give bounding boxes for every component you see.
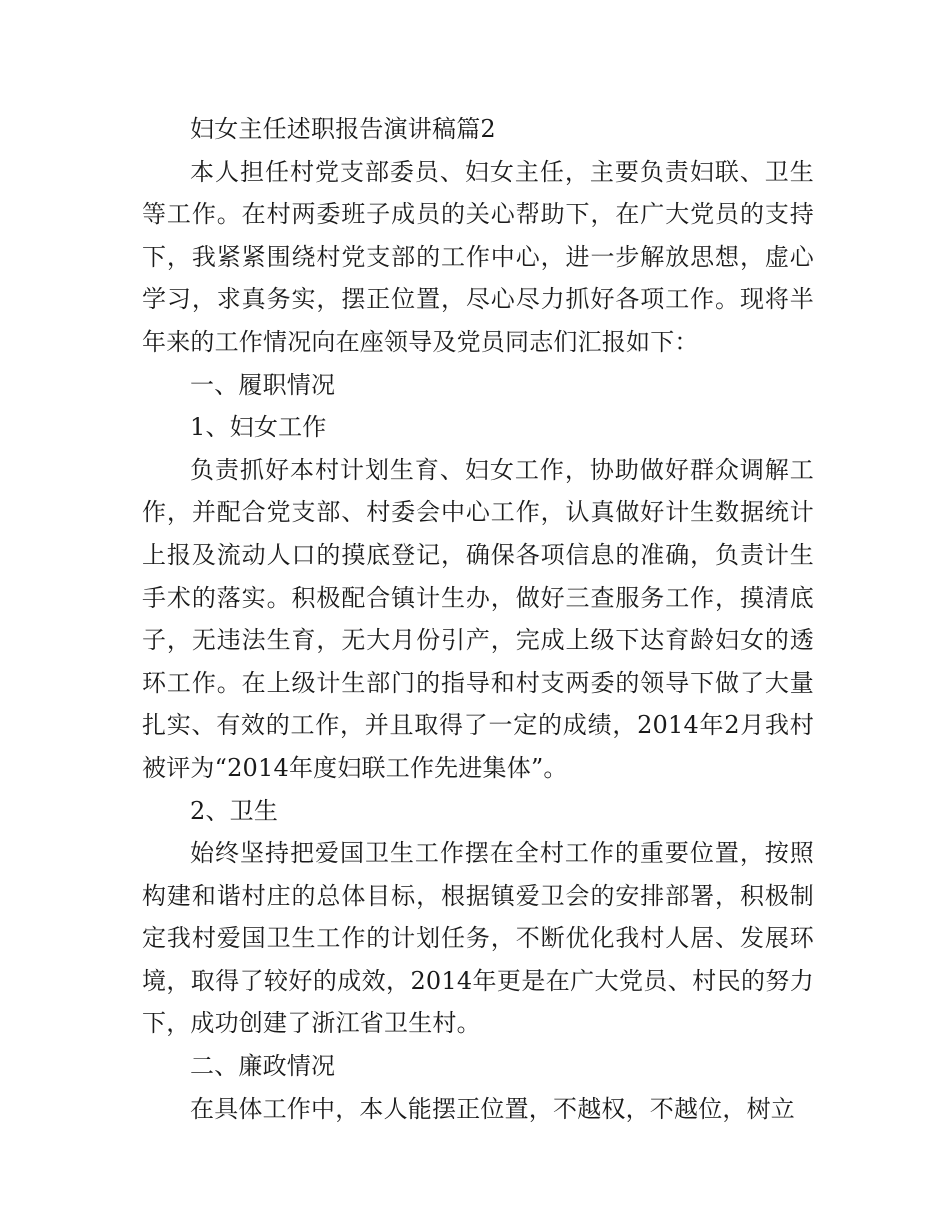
document-body [142, 108, 814, 1130]
paragraph-hygiene: 始终坚持把爱国卫生工作摆在全村工作的重要位置，按照构建和谐村庄的总体目标，根据镇爱卫会的安排部署，积极制定我村爱国卫生工作的计划任务，不断优化我村人居、发展环境，取得了较好的成效，2014年更是在广大党员、村民的努力下，成功创建了浙江省卫生村。 [142, 839, 814, 1038]
document-title: 妇女主任述职报告演讲稿篇2 [190, 115, 496, 143]
subheading-hygiene: 2、卫生 [190, 796, 279, 825]
paragraph-integrity: 在具体工作中，本人能摆正位置，不越权，不越位，树立 [190, 1094, 795, 1123]
paragraph-womens-work: 负责抓好本村计划生育、妇女工作，协助做好群众调解工作，并配合党支部、村委会中心工作，认真做好计生数据统计上报及流动人口的摸底登记，确保各项信息的准确，负责计生手术的落实。积极配合镇计生办，做好三查服务工作，摸清底子，无违法生育，无大月份引产，完成上级下达育龄妇女的透环工作。在上级计生部门的指导和村支两委的领导下做了大量扎实、有效的工作，并且取得了一定的成绩，2014年2月我村被评为“2014年度妇联工作先进集体”。 [142, 455, 814, 782]
subheading-womens-work: 1、妇女工作 [190, 413, 327, 442]
section-heading-integrity: 二、廉政情况 [190, 1052, 336, 1081]
paragraph-intro: 本人担任村党支部委员、妇女主任，主要负责妇联、卫生等工作。在村两委班子成员的关心帮助下，在广大党员的支持下，我紧紧围绕村党支部的工作中心，进一步解放思想，虚心学习，求真务实，摆正位置，尽心尽力抓好各项工作。现将半年来的工作情况向在座领导及党员同志们汇报如下： [142, 157, 814, 356]
section-heading-duties: 一、履职情况 [190, 370, 336, 399]
